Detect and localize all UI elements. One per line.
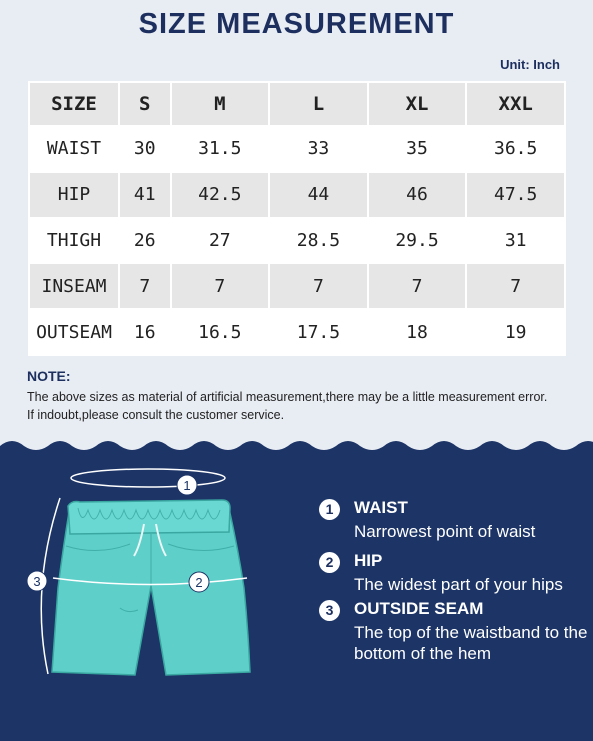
column-header: SIZE xyxy=(29,82,119,126)
table-cell: 47.5 xyxy=(466,172,565,218)
row-label: OUTSEAM xyxy=(29,309,119,355)
marker-1-icon xyxy=(177,475,197,495)
table-cell: 26 xyxy=(119,218,171,264)
row-label: HIP xyxy=(29,172,119,218)
table-cell: 31 xyxy=(466,218,565,264)
table-cell: 28.5 xyxy=(269,218,368,264)
table-cell: 7 xyxy=(368,263,467,309)
table-cell: 41 xyxy=(119,172,171,218)
table-cell: 18 xyxy=(368,309,467,355)
legend-title: WAIST xyxy=(354,498,408,517)
number-2-icon: 2 xyxy=(319,552,340,573)
marker-3-icon xyxy=(27,571,47,591)
size-table xyxy=(28,81,566,356)
legend-title: OUTSIDE SEAM xyxy=(354,599,484,618)
column-header: XXL xyxy=(466,82,565,126)
column-header: L xyxy=(269,82,368,126)
row-label: INSEAM xyxy=(29,263,119,309)
table-header-row xyxy=(29,82,565,126)
legend-description: Narrowest point of waist xyxy=(354,522,536,541)
table-cell: 17.5 xyxy=(269,309,368,355)
table-cell: 33 xyxy=(269,126,368,172)
table-cell: 31.5 xyxy=(171,126,270,172)
column-header: S xyxy=(119,82,171,126)
legend-description: The top of the waistband to the bottom of the hem xyxy=(354,623,588,663)
column-header: XL xyxy=(368,82,467,126)
table-cell: 42.5 xyxy=(171,172,270,218)
row-label: THIGH xyxy=(29,218,119,264)
table-row xyxy=(29,126,565,172)
legend-description: The widest part of your hips xyxy=(354,575,563,594)
column-header: M xyxy=(171,82,270,126)
table-cell: 19 xyxy=(466,309,565,355)
number-3-icon: 3 xyxy=(319,600,340,621)
number-1-icon: 1 xyxy=(319,499,340,520)
table-row xyxy=(29,218,565,264)
table-cell: 7 xyxy=(269,263,368,309)
table-cell: 44 xyxy=(269,172,368,218)
table-row xyxy=(29,172,565,218)
marker-2-icon xyxy=(189,572,209,592)
svg-text:2: 2 xyxy=(195,575,203,590)
note-title: NOTE: xyxy=(27,368,71,384)
table-cell: 27 xyxy=(171,218,270,264)
table-cell: 16.5 xyxy=(171,309,270,355)
table-cell: 7 xyxy=(171,263,270,309)
svg-text:1: 1 xyxy=(183,478,191,493)
table-row xyxy=(29,263,565,309)
table-cell: 36.5 xyxy=(466,126,565,172)
svg-text:3: 3 xyxy=(33,574,41,589)
table-cell: 30 xyxy=(119,126,171,172)
legend-title: HIP xyxy=(354,551,383,570)
table-cell: 35 xyxy=(368,126,467,172)
page-title: SIZE MEASUREMENT xyxy=(138,8,455,40)
note-text-line-1: The above sizes as material of artificial measurement,there may be a little measurement error. xyxy=(27,390,548,404)
note-text-line-2: If indoubt,please consult the customer service. xyxy=(27,408,285,422)
table-cell: 46 xyxy=(368,172,467,218)
table-cell: 29.5 xyxy=(368,218,467,264)
unit-label: Unit: Inch xyxy=(500,57,560,72)
table-cell: 7 xyxy=(466,263,565,309)
measurement-guide-panel xyxy=(0,438,593,741)
table-cell: 7 xyxy=(119,263,171,309)
table-cell: 16 xyxy=(119,309,171,355)
table-row xyxy=(29,309,565,355)
row-label: WAIST xyxy=(29,126,119,172)
